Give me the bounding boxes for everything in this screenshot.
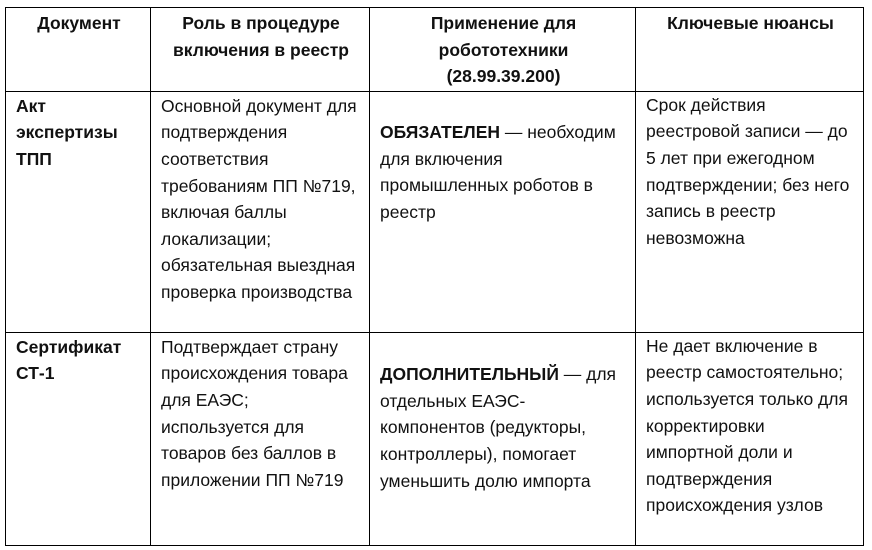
application-status: ДОПОЛНИТЕЛЬНЫЙ (380, 364, 559, 385)
table-row (6, 332, 864, 545)
header-nuances: Ключевые нюансы (636, 8, 864, 92)
cell-role: Основной документ для подтверждения соответствия требованиям ПП №719, включая баллы локализации; обязательная выездная проверка производства (151, 91, 370, 332)
cell-application (370, 332, 636, 545)
header-role: Роль в процедуре включения в реестр (151, 8, 370, 92)
cell-nuances: Срок действия реестровой записи — до 5 лет при ежегодном подтверждении; без него запись в реестр невозможна (636, 91, 864, 332)
cell-application (370, 91, 636, 332)
application-text: — необходим для включения промышленных роботов в реестр (380, 122, 616, 222)
cell-nuances: Не дает включение в реестр самостоятельно; используется только для корректировки импортной доли и подтверждения происхождения узлов (636, 332, 864, 545)
cell-document: Акт экспертизы ТПП (6, 91, 151, 332)
table-header-row (6, 8, 864, 92)
table-row (6, 91, 864, 332)
header-application: Применение для робототехники (28.99.39.200) (370, 8, 636, 92)
cell-document: Сертификат СТ-1 (6, 332, 151, 545)
application-text: — для отдельных ЕАЭС-компонентов (редукторы, контроллеры), помогает уменьшить долю импорта (380, 364, 617, 491)
document-comparison-table (5, 7, 864, 546)
header-document: Документ (6, 8, 151, 92)
cell-role: Подтверждает страну происхождения товара для ЕАЭС; используется для товаров без баллов в приложении ПП №719 (151, 332, 370, 545)
application-status: ОБЯЗАТЕЛЕН (380, 122, 501, 143)
